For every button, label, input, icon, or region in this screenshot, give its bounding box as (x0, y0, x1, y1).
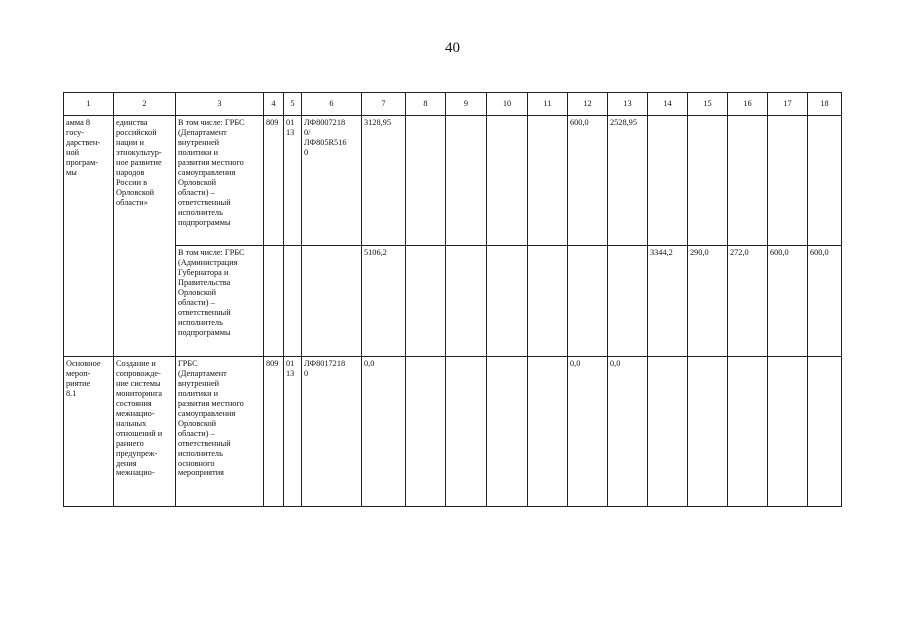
header-row (64, 93, 842, 116)
value-cell: 600,0 (768, 246, 808, 357)
value-cell: 600,0 (568, 116, 608, 246)
table-row (64, 357, 842, 507)
column-header: 9 (446, 93, 487, 116)
column-header: 10 (487, 93, 528, 116)
column-header: 12 (568, 93, 608, 116)
total-cell: 5106,2 (362, 246, 406, 357)
page-number: 40 (445, 40, 460, 56)
executor-cell: В том числе: ГРБС (Администрация Губернатора и Правительства Орловской области) – ответственный исполнитель подпрограммы (176, 246, 264, 357)
budget-table (63, 92, 842, 507)
table-row (64, 116, 842, 246)
value-cell (768, 357, 808, 507)
column-header: 11 (528, 93, 568, 116)
executor-cell: ГРБС (Департамент внутренней политики и развития местного самоуправления Орловской области) – ответственный исполнитель основного мероприятия (176, 357, 264, 507)
section-code-cell: 01 13 (284, 357, 302, 507)
value-cell (487, 246, 528, 357)
column-header: 5 (284, 93, 302, 116)
total-cell: 3128,95 (362, 116, 406, 246)
value-cell (608, 246, 648, 357)
column-header: 8 (406, 93, 446, 116)
value-cell: 3344,2 (648, 246, 688, 357)
target-code-cell (302, 246, 362, 357)
value-cell: 0,0 (568, 357, 608, 507)
column-header: 17 (768, 93, 808, 116)
value-cell (446, 246, 487, 357)
column-header: 1 (64, 93, 114, 116)
value-cell: 0,0 (608, 357, 648, 507)
column-header: 3 (176, 93, 264, 116)
column-header: 4 (264, 93, 284, 116)
value-cell (808, 357, 842, 507)
column-header: 15 (688, 93, 728, 116)
value-cell (446, 116, 487, 246)
column-header: 13 (608, 93, 648, 116)
value-cell (528, 116, 568, 246)
value-cell: 272,0 (728, 246, 768, 357)
value-cell (688, 357, 728, 507)
value-cell (406, 246, 446, 357)
section-code-cell (284, 246, 302, 357)
value-cell (728, 116, 768, 246)
value-cell (406, 357, 446, 507)
grbs-code-cell: 809 (264, 116, 284, 246)
value-cell (446, 357, 487, 507)
value-cell (728, 357, 768, 507)
target-code-cell: ЛФ8017218 0 (302, 357, 362, 507)
value-cell: 600,0 (808, 246, 842, 357)
program-title-cell: единства российской нации и этнокультур- ное развитие народов России в Орловской области» (114, 116, 176, 357)
activity-name-cell: Основное мероп- риятие 8.1 (64, 357, 114, 507)
column-header: 18 (808, 93, 842, 116)
table-row (64, 246, 842, 357)
column-header: 16 (728, 93, 768, 116)
grbs-code-cell (264, 246, 284, 357)
value-cell (808, 116, 842, 246)
value-cell (768, 116, 808, 246)
grbs-code-cell: 809 (264, 357, 284, 507)
value-cell (487, 116, 528, 246)
value-cell: 290,0 (688, 246, 728, 357)
column-header: 6 (302, 93, 362, 116)
target-code-cell: ЛФ8007218 0/ ЛФ805R516 0 (302, 116, 362, 246)
value-cell (528, 357, 568, 507)
value-cell (406, 116, 446, 246)
value-cell (648, 357, 688, 507)
value-cell (648, 116, 688, 246)
value-cell (487, 357, 528, 507)
value-cell (528, 246, 568, 357)
column-header: 7 (362, 93, 406, 116)
program-name-cell: амма 8 госу- дарствен- ной програм- мы (64, 116, 114, 357)
value-cell (568, 246, 608, 357)
total-cell: 0,0 (362, 357, 406, 507)
value-cell (688, 116, 728, 246)
column-header: 14 (648, 93, 688, 116)
value-cell: 2528,95 (608, 116, 648, 246)
executor-cell: В том числе: ГРБС (Департамент внутренней политики и развития местного самоуправления Орловской области) – ответственный исполнитель подпрограммы (176, 116, 264, 246)
activity-title-cell: Создание и сопровожде- ние системы мониторинга состояния межнацио- нальных отношений и раннего предупреж- дения межнацио- (114, 357, 176, 507)
column-header: 2 (114, 93, 176, 116)
section-code-cell: 01 13 (284, 116, 302, 246)
